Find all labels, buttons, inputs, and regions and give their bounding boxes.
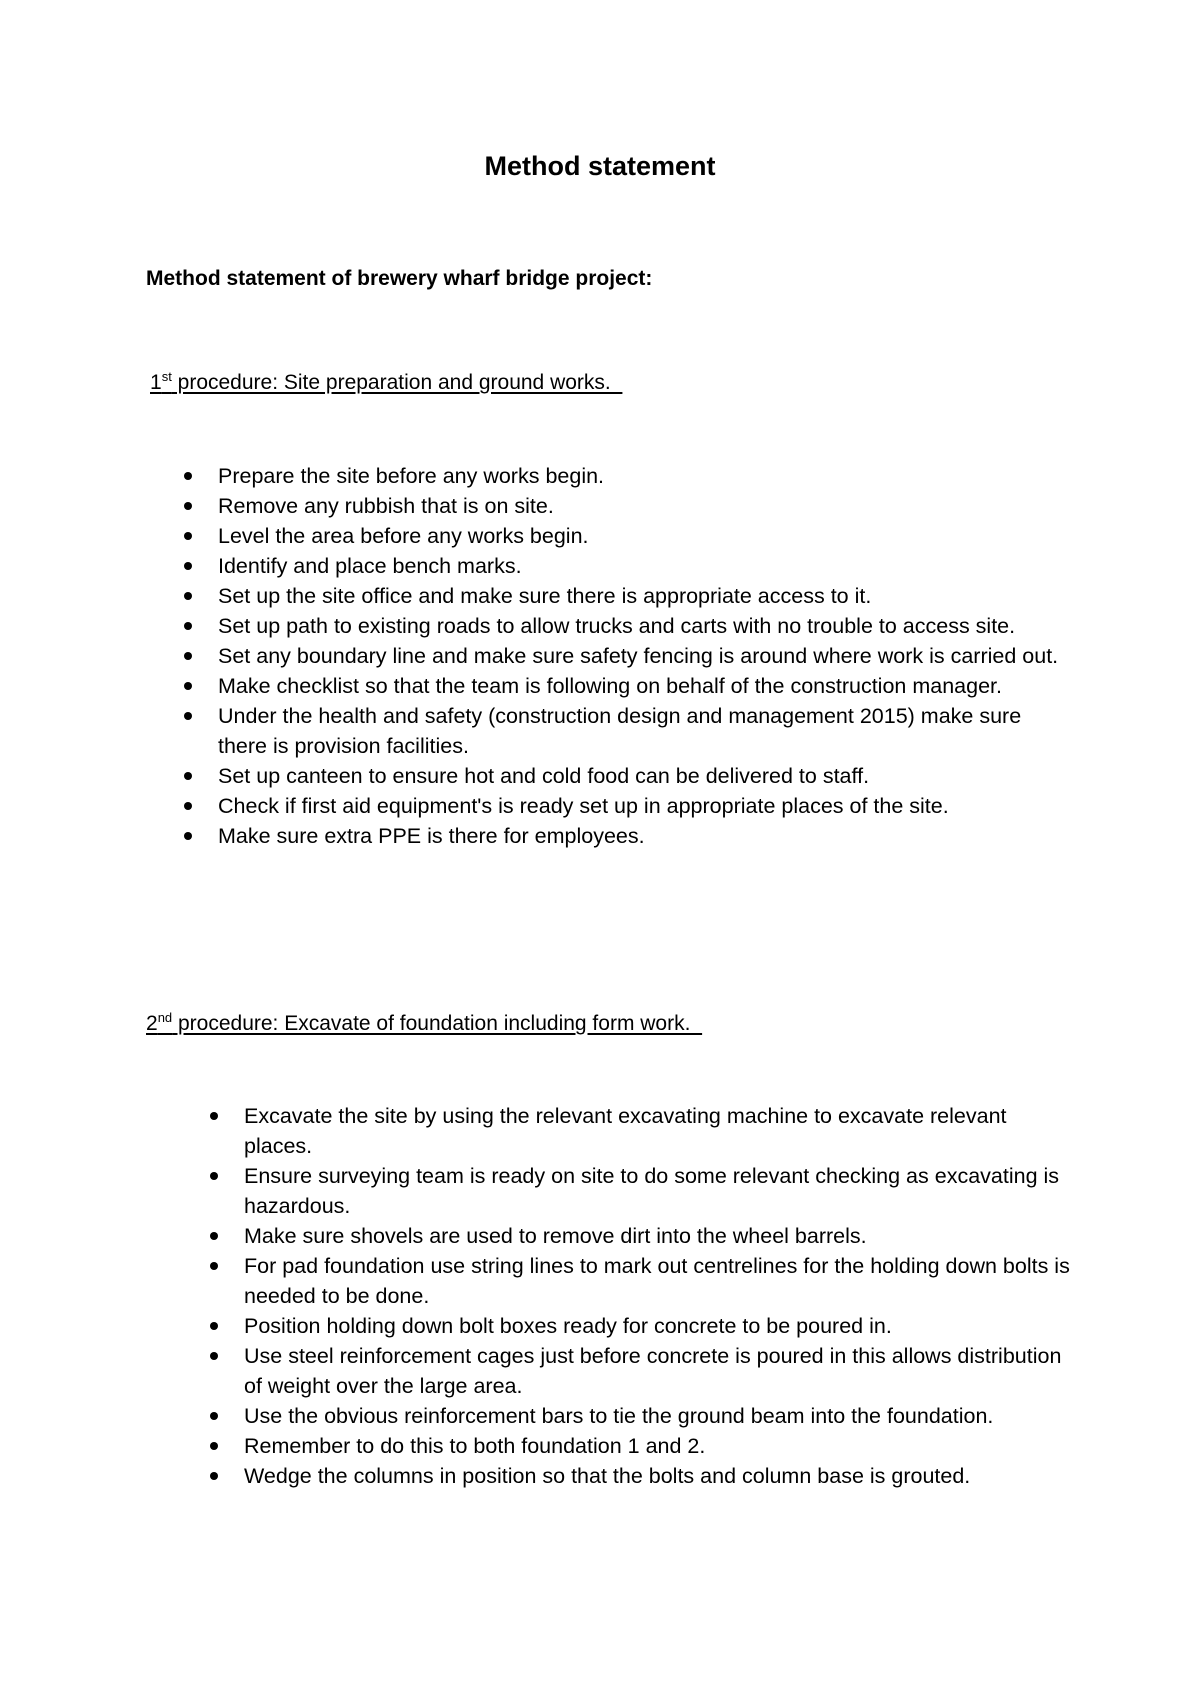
bullet-icon — [184, 562, 192, 570]
list-item — [210, 1341, 1070, 1401]
list-item-text: Remember to do this to both foundation 1 and 2. — [244, 1434, 706, 1458]
list-item-text: Set up path to existing roads to allow trucks and carts with no trouble to access site. — [218, 614, 1016, 638]
list-item-text: Under the health and safety (construction design and management 2015) make sure there is provision facilities. — [218, 704, 1022, 758]
list-item — [210, 1311, 1070, 1341]
list-item-text: Make sure shovels are used to remove dirt into the wheel barrels. — [244, 1224, 867, 1248]
bullet-icon — [184, 652, 192, 660]
procedure-2-heading — [146, 1010, 702, 1038]
procedure-1-heading — [150, 369, 622, 397]
procedure-2-heading-text: procedure: Excavate of foundation including form work. — [172, 1012, 703, 1035]
bullet-icon — [210, 1232, 218, 1240]
list-item — [184, 701, 1074, 761]
bullet-icon — [210, 1472, 218, 1480]
list-item — [184, 491, 1074, 521]
bullet-icon — [210, 1262, 218, 1270]
bullet-icon — [184, 802, 192, 810]
procedure-1-ordinal-suffix: st — [161, 369, 172, 384]
list-item-text: Position holding down bolt boxes ready for concrete to be poured in. — [244, 1314, 892, 1338]
bullet-icon — [210, 1442, 218, 1450]
procedure-1-heading-text: procedure: Site preparation and ground works. — [171, 371, 623, 394]
list-item — [184, 761, 1074, 791]
list-item — [184, 551, 1074, 581]
list-item — [210, 1461, 1070, 1491]
procedure-2-number: 2 — [146, 1012, 158, 1035]
document-subtitle: Method statement of brewery wharf bridge project: — [146, 267, 653, 290]
list-item — [210, 1161, 1070, 1221]
list-item — [184, 821, 1074, 851]
bullet-icon — [184, 472, 192, 480]
list-item — [184, 671, 1074, 701]
list-item — [210, 1101, 1070, 1161]
bullet-icon — [184, 712, 192, 720]
list-item-text: Ensure surveying team is ready on site to do some relevant checking as excavating is hazardous. — [244, 1164, 1060, 1218]
bullet-icon — [184, 682, 192, 690]
bullet-icon — [210, 1172, 218, 1180]
bullet-icon — [210, 1112, 218, 1120]
list-item-text: Use the obvious reinforcement bars to tie the ground beam into the foundation. — [244, 1404, 994, 1428]
list-item-text: Set any boundary line and make sure safety fencing is around where work is carried out. — [218, 644, 1059, 668]
page-title: Method statement — [484, 151, 716, 181]
list-item-text: Excavate the site by using the relevant excavating machine to excavate relevant places. — [244, 1104, 1007, 1158]
bullet-icon — [210, 1322, 218, 1330]
list-item-text: Wedge the columns in position so that the bolts and column base is grouted. — [244, 1464, 971, 1488]
bullet-icon — [184, 592, 192, 600]
bullet-icon — [184, 622, 192, 630]
list-item — [184, 791, 1074, 821]
bullet-icon — [184, 532, 192, 540]
bullet-icon — [184, 502, 192, 510]
procedure-2-ordinal-suffix: nd — [157, 1010, 173, 1025]
list-item-text: Use steel reinforcement cages just before concrete is poured in this allows distribution of weight over the large area. — [244, 1344, 1062, 1398]
procedure-1-list — [184, 461, 1074, 851]
list-item — [210, 1221, 1070, 1251]
list-item — [184, 641, 1074, 671]
list-item-text: Make checklist so that the team is following on behalf of the construction manager. — [218, 674, 1002, 698]
list-item — [210, 1401, 1070, 1431]
bullet-icon — [210, 1352, 218, 1360]
list-item-text: Remove any rubbish that is on site. — [218, 494, 554, 518]
list-item-text: Set up canteen to ensure hot and cold food can be delivered to staff. — [218, 764, 870, 788]
bullet-icon — [184, 832, 192, 840]
list-item-text: Make sure extra PPE is there for employees. — [218, 824, 645, 848]
list-item — [184, 521, 1074, 551]
list-item-text: Set up the site office and make sure there is appropriate access to it. — [218, 584, 872, 608]
procedure-2-list — [210, 1101, 1070, 1491]
list-item — [184, 581, 1074, 611]
list-item — [210, 1251, 1070, 1311]
procedure-1-number: 1 — [150, 371, 162, 394]
list-item-text: For pad foundation use string lines to mark out centrelines for the holding down bolts is needed to be done. — [244, 1254, 1070, 1308]
bullet-icon — [184, 772, 192, 780]
list-item — [184, 461, 1074, 491]
list-item — [184, 611, 1074, 641]
list-item-text: Identify and place bench marks. — [218, 554, 522, 578]
list-item-text: Prepare the site before any works begin. — [218, 464, 605, 488]
bullet-icon — [210, 1412, 218, 1420]
list-item-text: Check if first aid equipment's is ready set up in appropriate places of the site. — [218, 794, 949, 818]
list-item — [210, 1431, 1070, 1461]
list-item-text: Level the area before any works begin. — [218, 524, 589, 548]
